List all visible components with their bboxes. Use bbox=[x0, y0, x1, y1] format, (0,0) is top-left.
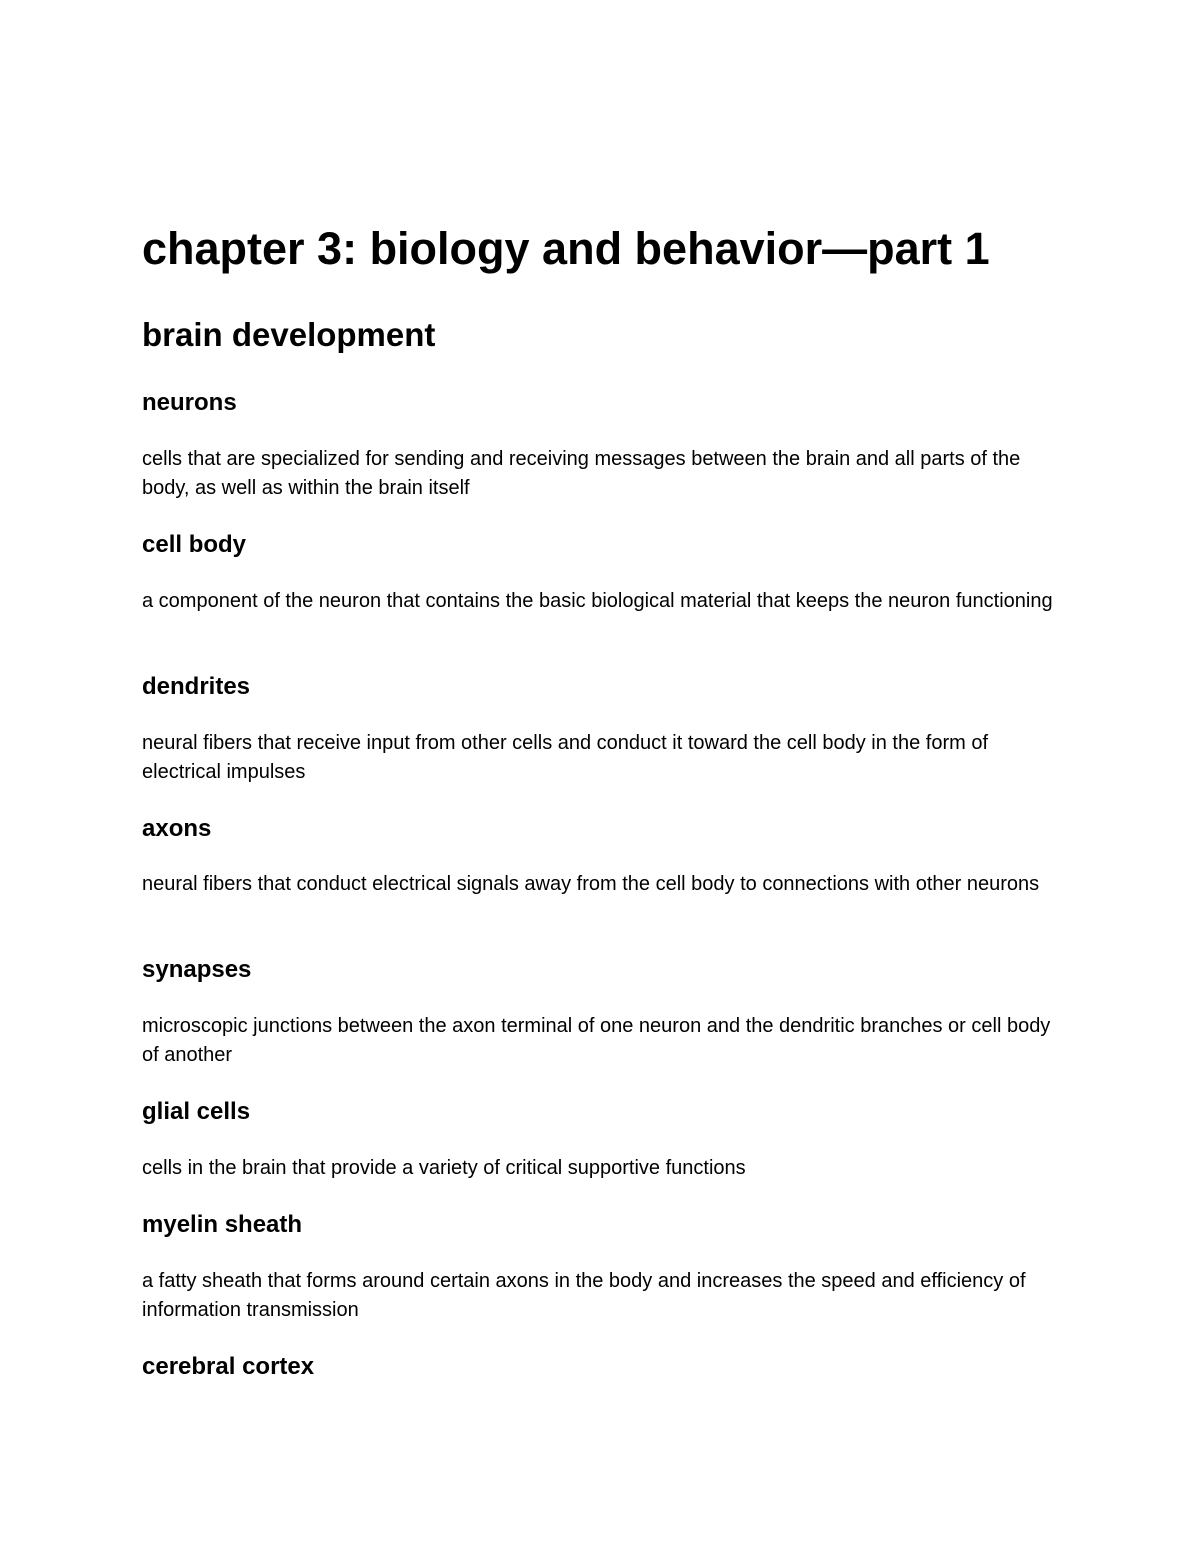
document-title: chapter 3: biology and behavior—part 1 bbox=[142, 223, 990, 274]
term-definition-axons: neural fibers that conduct electrical signals away from the cell body to connections with other neurons bbox=[142, 873, 1040, 895]
term-definition-cell-body: a component of the neuron that contains the basic biological material that keeps the neuron functioning bbox=[142, 590, 1053, 612]
term-heading-myelin-sheath: myelin sheath bbox=[142, 1211, 303, 1238]
term-definition-myelin-sheath: a fatty sheath that forms around certain axons in the body and increases the speed and efficiency of information transmission bbox=[142, 1270, 1026, 1321]
term-heading-axons: axons bbox=[142, 815, 212, 842]
section-heading: brain development bbox=[142, 316, 436, 353]
term-heading-cerebral-cortex: cerebral cortex bbox=[142, 1353, 315, 1380]
term-heading-glial-cells: glial cells bbox=[142, 1098, 251, 1125]
term-definition-neurons: cells that are specialized for sending and receiving messages between the brain and all parts of the body, as well as within the brain itself bbox=[142, 448, 1021, 499]
term-heading-neurons: neurons bbox=[142, 389, 237, 416]
term-definition-glial-cells: cells in the brain that provide a variety of critical supportive functions bbox=[142, 1157, 746, 1179]
term-heading-dendrites: dendrites bbox=[142, 673, 251, 700]
term-heading-synapses: synapses bbox=[142, 956, 252, 983]
term-heading-cell-body: cell body bbox=[142, 531, 247, 558]
term-definition-synapses: microscopic junctions between the axon terminal of one neuron and the dendritic branches or cell body of another bbox=[142, 1015, 1051, 1066]
term-definition-dendrites: neural fibers that receive input from other cells and conduct it toward the cell body in the form of electrical impulses bbox=[142, 732, 988, 783]
